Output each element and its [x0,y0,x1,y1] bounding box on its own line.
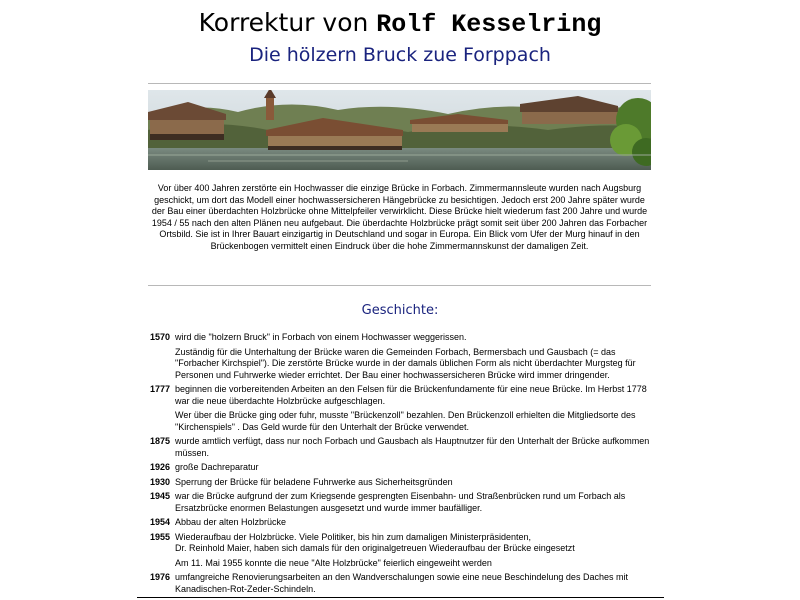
timeline-entry [150,532,650,555]
title-author: Rolf Kesselring [376,10,602,39]
history-timeline [150,332,650,598]
entry-text-line: Wiederaufbau der Holzbrücke. Viele Politiker, bis hin zum damaligen Ministerpräsidenten, [175,531,532,542]
intro-text: Vor über 400 Jahren zerstörte ein Hochwasser die einzige Brücke in Forbach. Zimmermannsleute wurden nach Augsburg geschickt, um dort das Modell einer hochwassersicheren Hängebrücke zu besichtigen. Jedoch erst 200 Jahre später wurde der Bau einer überdachten Holzbrücke ohne Mittelpfeiler verwirklicht. Diese Brücke hielt wiederum fast 200 Jahre und wurde 1954 / 55 nach den alten Plänen neu aufgebaut. Die überdachte Holzbrücke prägt somit seit über 200 Jahren das Forbacher Ortsbild. Sie ist in Ihrer Bauart einzigartig in Deutschland und sogar in Europa. Ein Blick vom Ufer der Murg hinauf in den Brückenbogen vermittelt einen Eindruck über die hohe Zimmermannskunst der damaligen Zeit. [151,183,648,251]
title-prefix: Korrektur von [198,8,377,37]
entry-text: Abbau der alten Holzbrücke [175,517,287,527]
page-title [0,4,800,43]
entry-year: 1945 [150,491,171,501]
timeline-entry [150,572,650,595]
divider [148,83,651,84]
page-subtitle: Die hölzern Bruck zue Forppach [249,44,551,66]
entry-text: umfangreiche Renovierungsarbeiten an den Wandverschalungen sowie eine neue Beschindelung des Daches mit Kanadischen-Rot-Zeder-Schindeln. [175,572,628,594]
timeline-paragraph: Wer über die Brücke ging oder fuhr, musste "Brückenzoll" bezahlen. Den Brückenzoll erhielten die Mitgliedsorte des "Kirchenspiels" . Das Geld wurde für den Unterhalt der Brücke verwendet. [175,410,636,432]
entry-year: 1955 [150,531,171,542]
timeline-entry [150,517,650,529]
entry-text [175,532,650,555]
entry-text: wurde amtlich verfügt, dass nur noch Forbach und Gausbach als Hauptnutzer für den Unterhalt der Brücke aufkommen müssen. [175,436,650,458]
timeline-entry [150,462,650,474]
entry-year: 1954 [150,517,171,527]
bottom-divider [137,597,664,598]
bridge-photo-banner [148,90,651,170]
timeline-entry [150,436,650,459]
timeline-entry [150,491,650,514]
entry-year: 1976 [150,572,171,582]
entry-text: beginnen die vorbereitenden Arbeiten an den Felsen für die Brückenfundamente für eine neue Brücke. Im Herbst 1778 war die neue überdachte Holzbrücke aufgeschlagen. [175,384,647,406]
entry-year: 1926 [150,462,171,472]
timeline-entry [150,384,650,407]
entry-text: wird die "holzern Bruck" in Forbach von einem Hochwasser weggerissen. [175,332,467,342]
entry-text-line: Dr. Reinhold Maier, haben sich damals für den originalgetreuen Wiederaufbau der Brücke eingesetzt [175,543,575,553]
entry-year: 1777 [150,384,171,394]
timeline-entry [150,332,650,344]
timeline-paragraph: Zuständig für die Unterhaltung der Brücke waren die Gemeinden Forbach, Bermersbach und Gausbach (= das "Forbacher Kirchspiel"). Die zerstörte Brücke wurde in der damals üblichen Form als nicht überdachter Murgsteg für Personen und Fuhrwerke wieder errichtet. Der Bau einer hochwassersicheren Brücke wird immer dringender. [175,346,636,380]
entry-year: 1930 [150,476,171,487]
entry-text: Sperrung der Brücke für beladene Fuhrwerke aus Sicherheitsgründen [175,476,453,487]
entry-year: 1570 [150,332,171,342]
timeline-entry [150,477,650,489]
entry-text: war die Brücke aufgrund der zum Kriegsende gesprengten Eisenbahn- und Straßenbrücken rund um Forbach als Ersatzbrücke enormen Belastungen ausgesetzt und wurde immer baufälliger. [175,491,626,513]
timeline-paragraph: Am 11. Mai 1955 konnte die neue "Alte Holzbrücke" feierlich eingeweiht werden [175,557,492,568]
divider [148,285,651,286]
entry-text: große Dachreparatur [175,462,259,472]
history-heading: Geschichte: [361,303,439,318]
bridge-photo-collage [148,90,651,170]
entry-year: 1875 [150,436,171,446]
